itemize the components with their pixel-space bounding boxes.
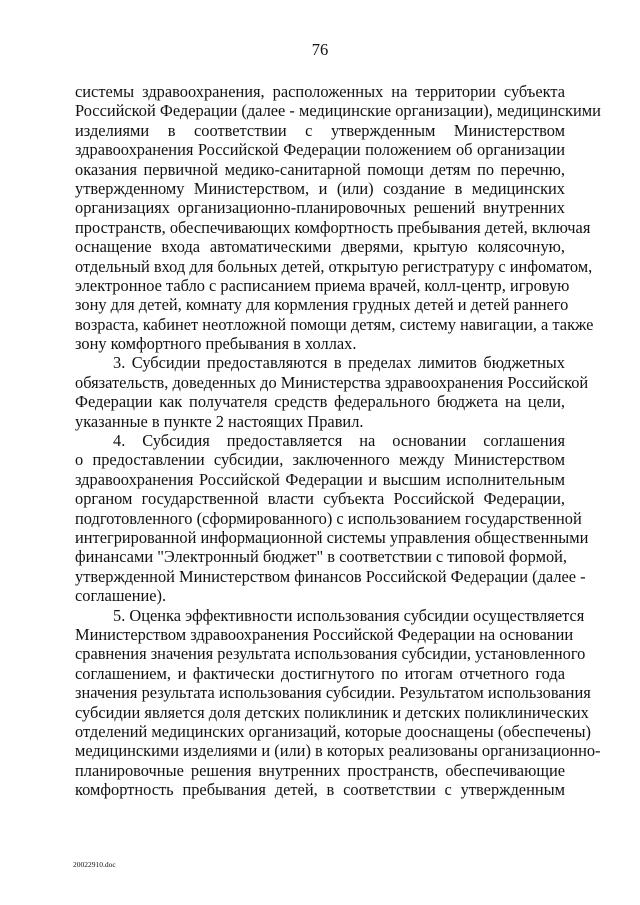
text-line: организациях организационно-планировочных решений внутренних [75, 198, 565, 218]
text-line: 4. Субсидия предоставляется на основании соглашения [113, 431, 565, 451]
text-line: оснащение входа автоматическими дверями, крытую колясочную, [75, 237, 565, 257]
text-line: органом государственной власти субъекта Российской Федерации, [75, 489, 565, 509]
page-number: 76 [311, 40, 329, 59]
text-line: субсидии является доля детских поликлиник и детских поликлинических [75, 702, 589, 722]
file-name-footer: 20022910.doc [73, 860, 116, 869]
text-line: утвержденной Министерством финансов Российской Федерации (далее - [75, 566, 586, 586]
text-line: здравоохранения Российской Федерации положением об организации [75, 140, 565, 160]
text-line: здравоохранения Российской Федерации и высшим исполнительным [75, 469, 565, 489]
text-line: соглашение). [75, 586, 167, 606]
text-line: отделений медицинских организаций, которые дооснащены (обеспечены) [75, 721, 591, 741]
text-line: указанные в пункте 2 настоящих Правил. [75, 411, 364, 431]
text-line: зону для детей, комнату для кормления грудных детей и детей раннего [75, 295, 569, 315]
text-line: утвержденному Министерством, и (или) создание в медицинских [75, 178, 565, 198]
text-line: 3. Субсидии предоставляются в пределах лимитов бюджетных [113, 353, 565, 373]
text-line: изделиями в соответствии с утвержденным Министерством [75, 120, 565, 140]
text-line: сравнения значения результата использования субсидии, установленного [75, 644, 586, 664]
text-line: отдельный вход для больных детей, открытую регистратуру с инфоматом, [75, 256, 593, 276]
text-line: комфортность пребывания детей, в соответствии с утвержденным [75, 780, 565, 800]
text-line: Министерством здравоохранения Российской Федерации на основании [75, 624, 574, 644]
text-line: Российской Федерации (далее - медицинские организации), медицинскими [75, 101, 601, 121]
text-line: интегрированной информационной системы управления общественными [75, 527, 589, 547]
document-body [75, 82, 601, 800]
text-line: оказания первичной медико-санитарной помощи детям по перечню, [75, 159, 565, 179]
paragraph [75, 353, 589, 431]
text-line: 5. Оценка эффективности использования субсидии осуществляется [113, 605, 585, 625]
text-line: соглашением, и фактически достигнутого по итогам отчетного года [75, 663, 565, 683]
text-line: значения результата использования субсидии. Результатом использования [75, 683, 591, 703]
text-line: возраста, кабинет неотложной помощи детям, систему навигации, а также [75, 314, 594, 334]
text-line: обязательств, доведенных до Министерства здравоохранения Российской [75, 372, 589, 392]
text-line: финансами "Электронный бюджет" в соответствии с типовой формой, [75, 547, 568, 567]
text-line: о предоставлении субсидии, заключенного между Министерством [75, 450, 565, 470]
paragraph [75, 431, 589, 606]
text-line: зону комфортного пребывания в холлах. [75, 334, 357, 354]
text-line: медицинскими изделиями и (или) в которых реализованы организационно- [75, 741, 601, 761]
text-line: пространств, обеспечивающих комфортность пребывания детей, включая [75, 217, 591, 237]
text-line: электронное табло с расписанием приема врачей, колл-центр, игровую [75, 275, 570, 295]
text-line: подготовленного (сформированного) с использованием государственной [75, 508, 582, 528]
text-line: Федерации как получателя средств федерального бюджета на цели, [75, 392, 565, 412]
paragraph [75, 82, 601, 354]
text-line: планировочные решения внутренних пространств, обеспечивающие [75, 760, 565, 780]
text-line: системы здравоохранения, расположенных на территории субъекта [75, 82, 565, 101]
paragraph [75, 605, 601, 800]
